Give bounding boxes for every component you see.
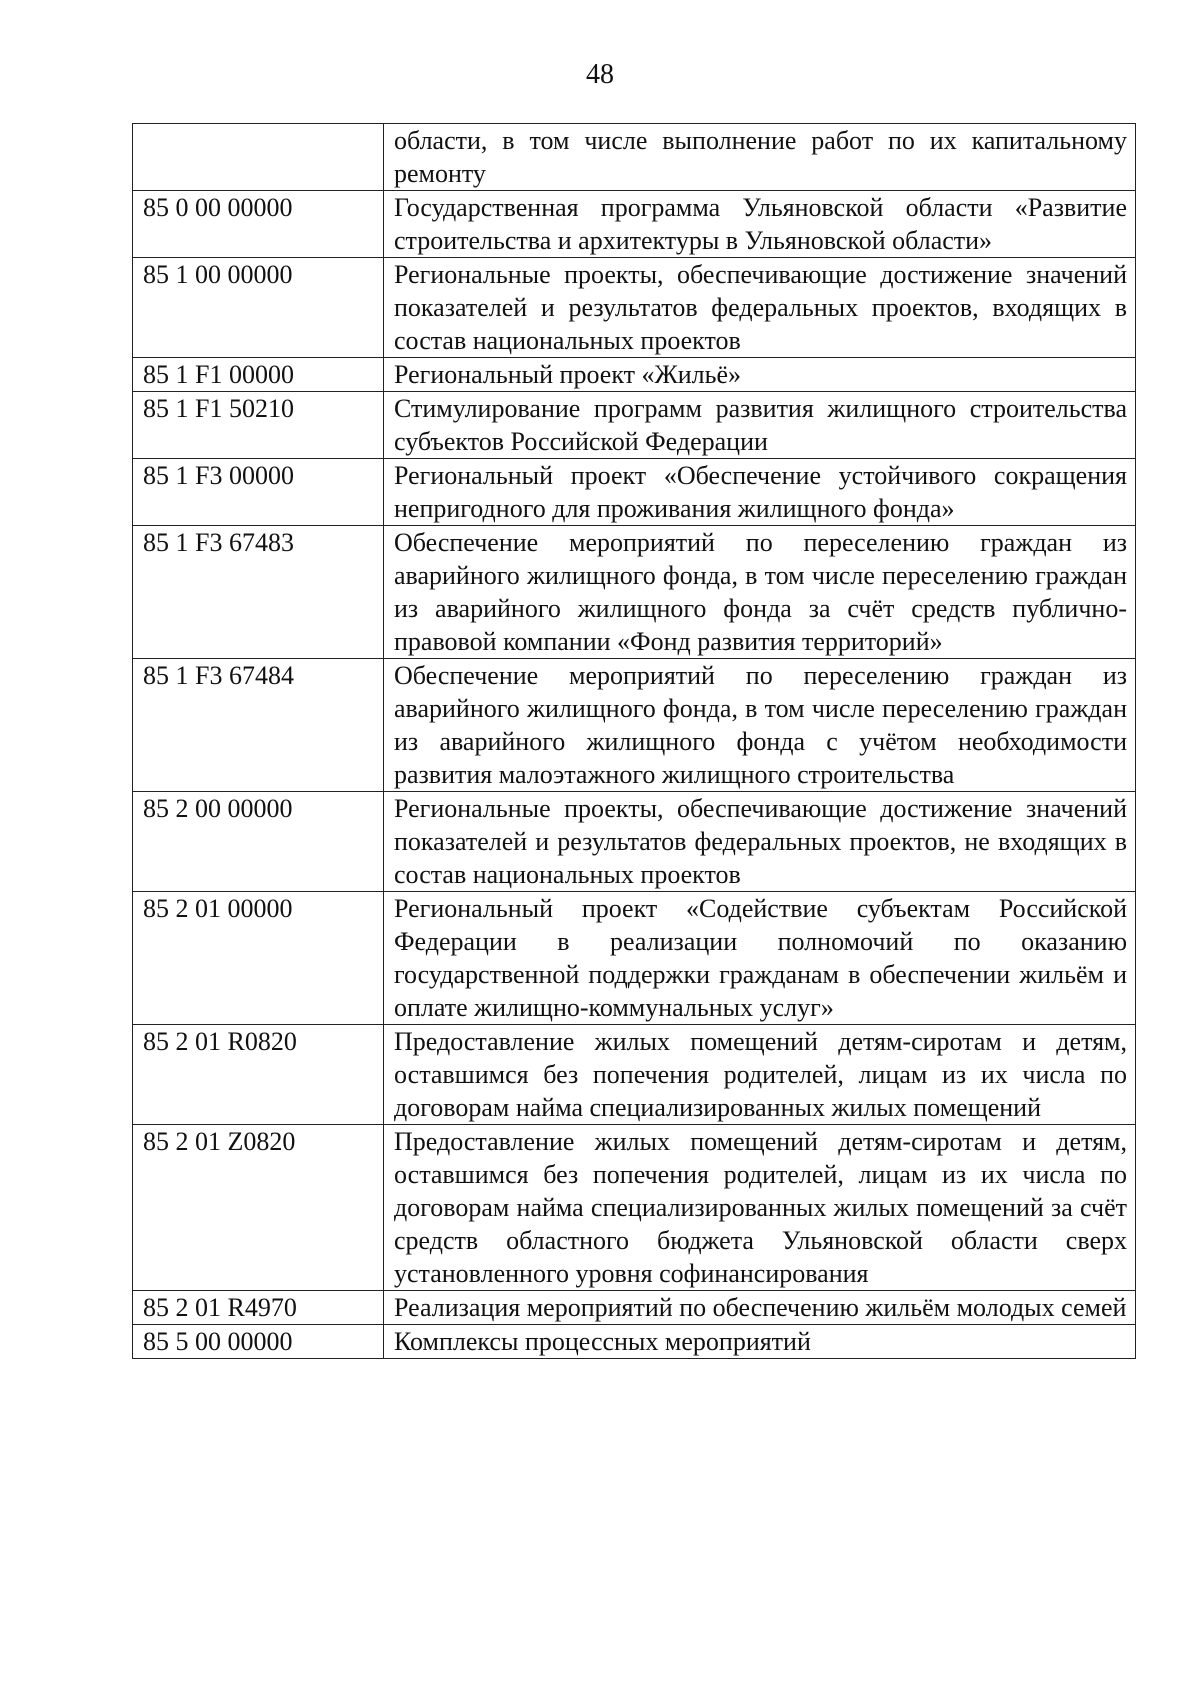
classification-table xyxy=(132,123,1136,1359)
table-row xyxy=(133,358,1136,392)
code-cell: 85 5 00 00000 xyxy=(133,1325,384,1359)
code-cell: 85 2 01 R4970 xyxy=(133,1291,384,1325)
table-row xyxy=(133,392,1136,459)
code-cell: 85 2 01 00000 xyxy=(133,892,384,1025)
description-cell: Стимулирование программ развития жилищного строительства субъектов Российской Федерации xyxy=(384,392,1136,459)
description-cell: Обеспечение мероприятий по переселению граждан из аварийного жилищного фонда, в том числе переселению граждан из аварийного жилищного фонда с учётом необходимости развития малоэтажного жилищного строительства xyxy=(384,659,1136,792)
description-cell: Комплексы процессных мероприятий xyxy=(384,1325,1136,1359)
description-cell: Региональные проекты, обеспечивающие достижение значений показателей и результатов федеральных проектов, входящих в состав национальных проектов xyxy=(384,258,1136,358)
page-number: 48 xyxy=(586,59,614,90)
table-row xyxy=(133,1291,1136,1325)
description-cell: Государственная программа Ульяновской области «Развитие строительства и архитектуры в Ульяновской области» xyxy=(384,191,1136,258)
code-cell: 85 1 F1 50210 xyxy=(133,392,384,459)
description-cell: Региональный проект «Содействие субъектам Российской Федерации в реализации полномочий по оказанию государственной поддержки гражданам в обеспечении жильём и оплате жилищно-коммунальных услуг» xyxy=(384,892,1136,1025)
description-cell: Реализация мероприятий по обеспечению жильём молодых семей xyxy=(384,1291,1136,1325)
table-row xyxy=(133,1025,1136,1125)
table-row xyxy=(133,892,1136,1025)
description-cell: Региональные проекты, обеспечивающие достижение значений показателей и результатов федеральных проектов, не входящих в состав национальных проектов xyxy=(384,792,1136,892)
table-row xyxy=(133,124,1136,191)
table-row xyxy=(133,659,1136,792)
description-cell: Предоставление жилых помещений детям-сиротам и детям, оставшимся без попечения родителей, лицам из их числа по договорам найма специализированных жилых помещений за счёт средств областного бюджета Ульяновской области сверх установленного уровня софинансирования xyxy=(384,1125,1136,1291)
code-cell: 85 1 F3 00000 xyxy=(133,459,384,526)
table-row xyxy=(133,792,1136,892)
table-row xyxy=(133,191,1136,258)
description-cell: области, в том числе выполнение работ по их капитальному ремонту xyxy=(384,124,1136,191)
code-cell: 85 1 F3 67484 xyxy=(133,659,384,792)
code-cell: 85 2 00 00000 xyxy=(133,792,384,892)
description-cell: Региональный проект «Обеспечение устойчивого сокращения непригодного для проживания жилищного фонда» xyxy=(384,459,1136,526)
code-cell xyxy=(133,124,384,191)
table-row xyxy=(133,1325,1136,1359)
code-cell: 85 1 F3 67483 xyxy=(133,526,384,659)
table-row xyxy=(133,1125,1136,1291)
code-cell: 85 1 F1 00000 xyxy=(133,358,384,392)
description-cell: Предоставление жилых помещений детям-сиротам и детям, оставшимся без попечения родителей, лицам из их числа по договорам найма специализированных жилых помещений xyxy=(384,1025,1136,1125)
description-cell: Региональный проект «Жильё» xyxy=(384,358,1136,392)
code-cell: 85 1 00 00000 xyxy=(133,258,384,358)
code-cell: 85 2 01 Z0820 xyxy=(133,1125,384,1291)
table-row xyxy=(133,526,1136,659)
description-cell: Обеспечение мероприятий по переселению граждан из аварийного жилищного фонда, в том числе переселению граждан из аварийного жилищного фонда за счёт средств публично-правовой компании «Фонд развития территорий» xyxy=(384,526,1136,659)
code-cell: 85 0 00 00000 xyxy=(133,191,384,258)
table-row xyxy=(133,258,1136,358)
code-cell: 85 2 01 R0820 xyxy=(133,1025,384,1125)
table-row xyxy=(133,459,1136,526)
